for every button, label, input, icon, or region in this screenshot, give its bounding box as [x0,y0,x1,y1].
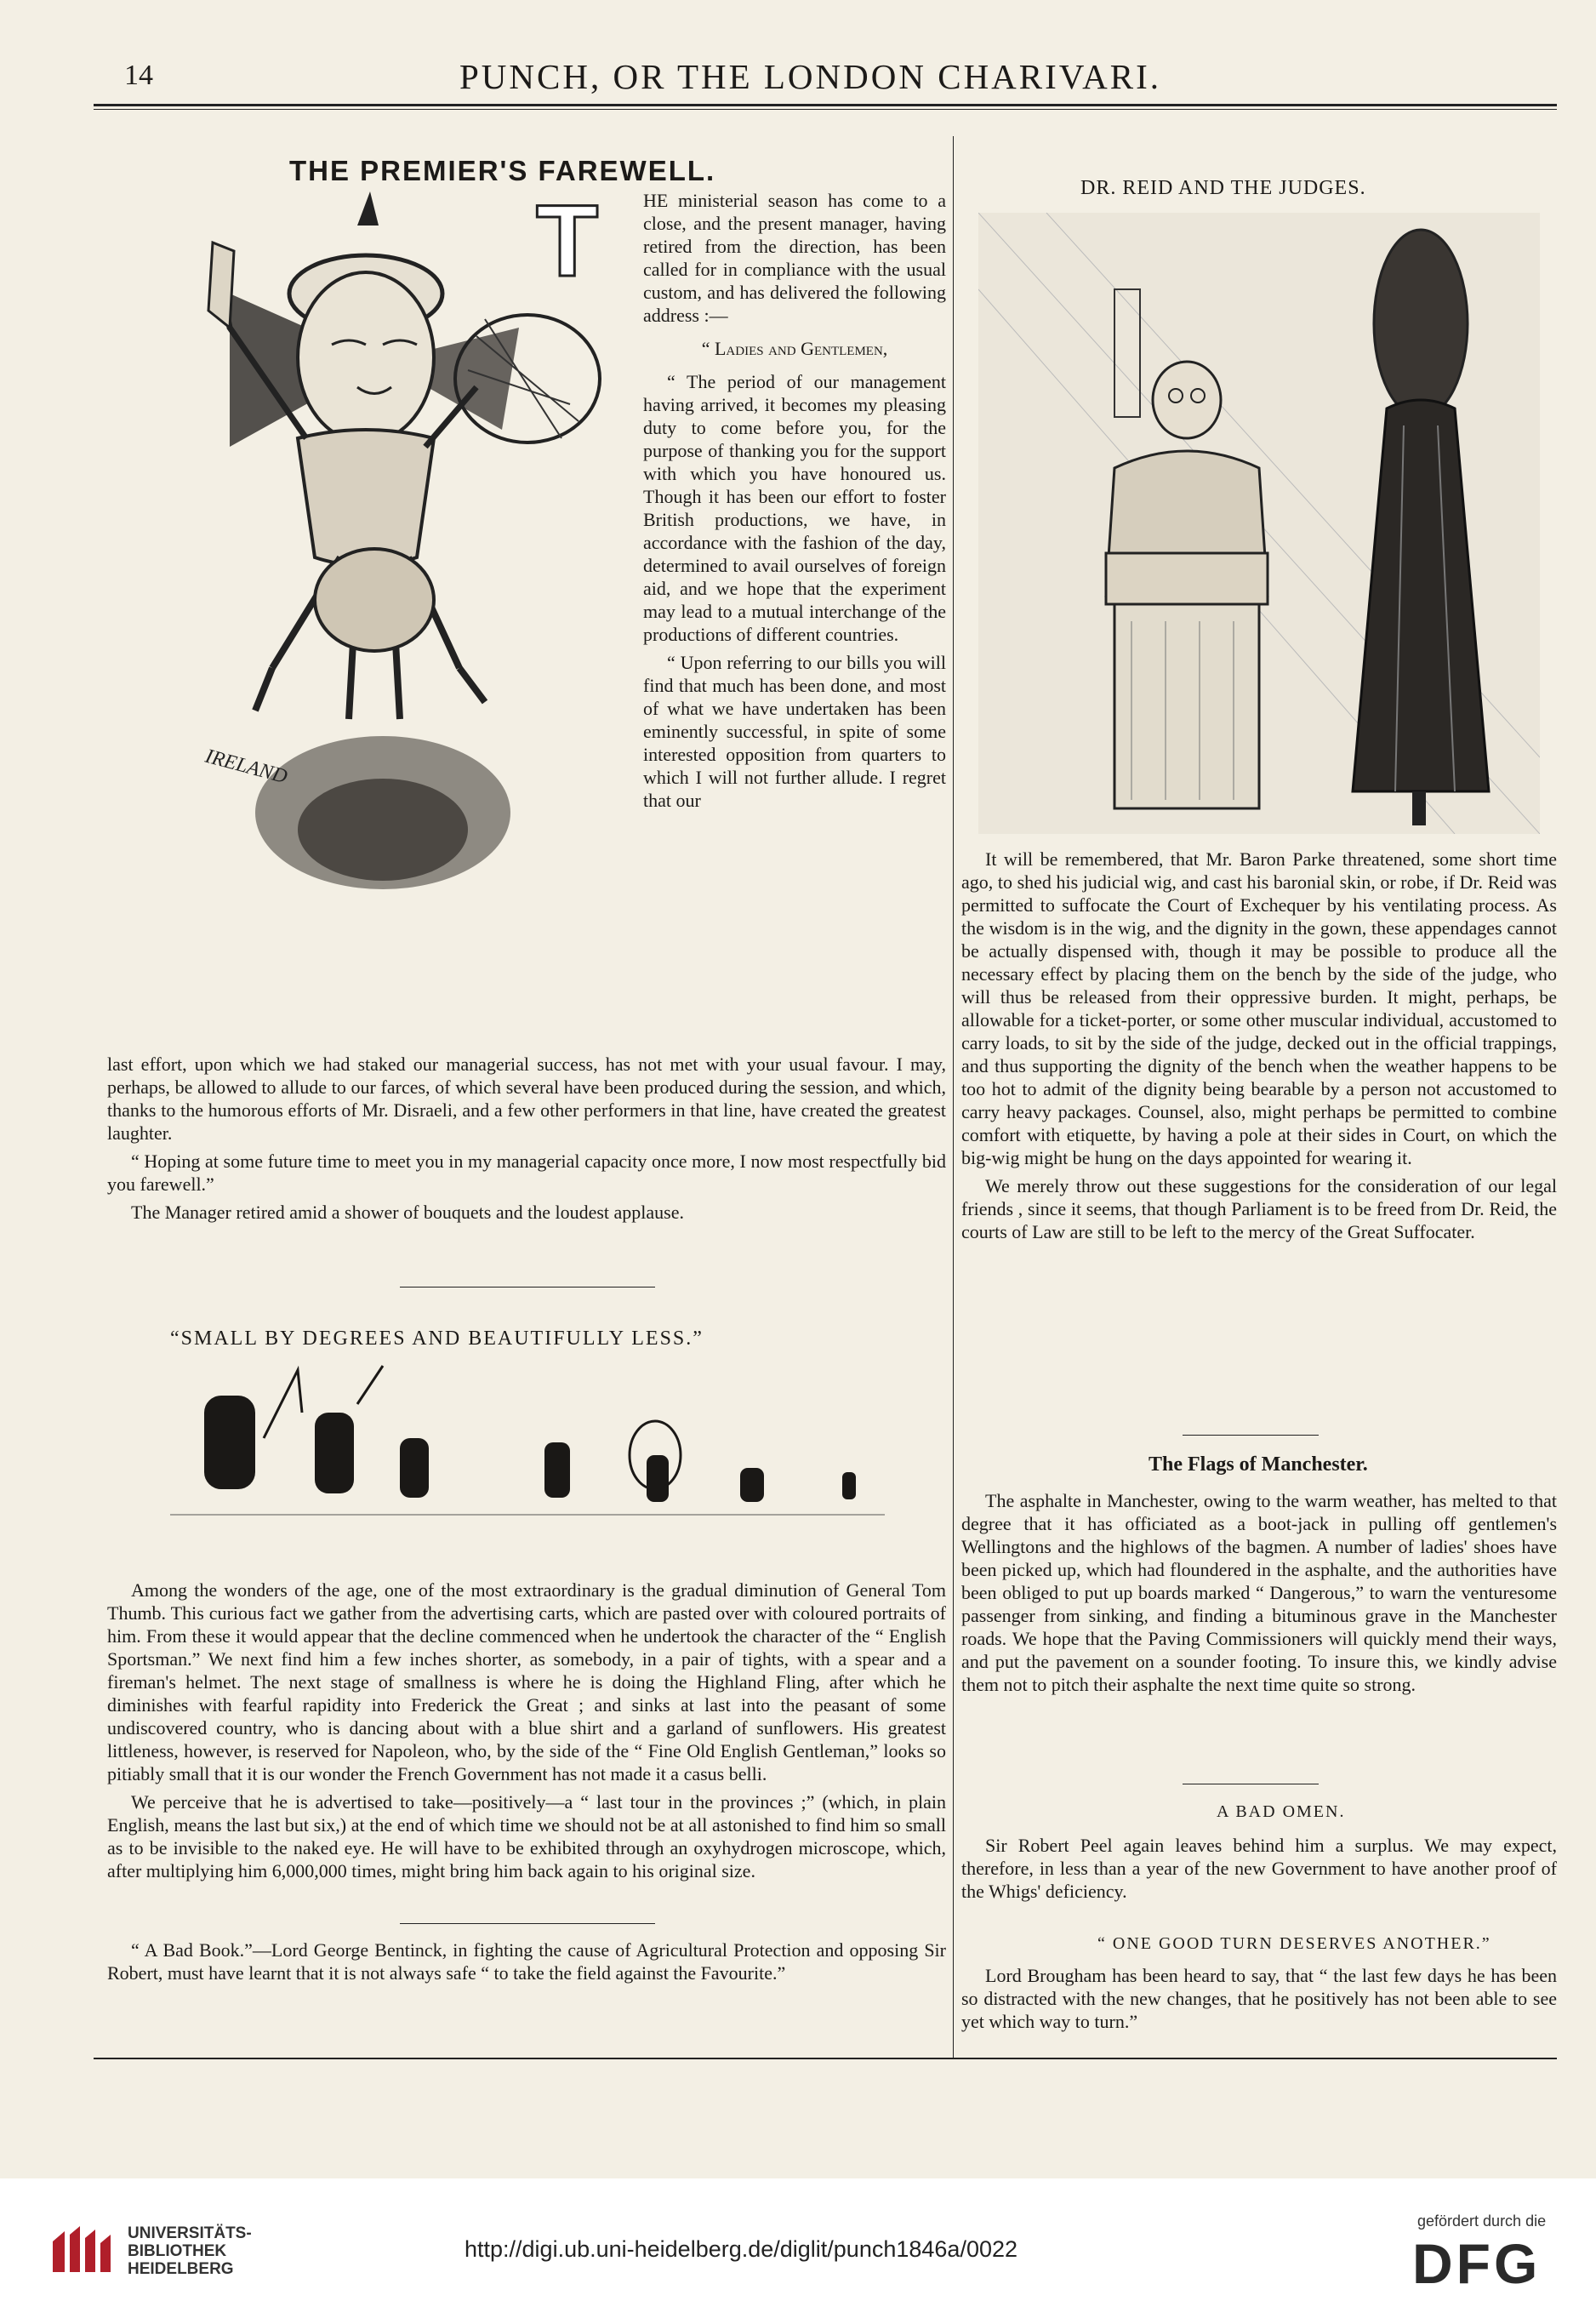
flags-para: The asphalte in Manchester, owing to the warm weather, has melted to that degree that it has officiated as a boot-jack in pulling off gentlemen's Wellingtons and the highlows of the bagmen. A number of ladies' shoes have been picked up, which had floundered in the asphalte, and the authorities have been obliged to put up boards marked “ Dangerous,” to warn the venturesome passenger from sinking, and finding a bituminous grave in the Manchester roads. We hope that the Paving Commissioners will quickly mend their ways, and put the pavement on a sounder footing. To insure this, we kindly advise them not to pitch their asphalte the next time quite so strong. [961,1490,1557,1695]
reid-heading: DR. REID AND THE JUDGES. [1080,177,1366,199]
premier-heading: THE PREMIER'S FAREWELL. [289,155,716,186]
section-rule [400,1287,655,1288]
source-url[interactable]: http://digi.ub.uni-heidelberg.de/diglit/punch1846a/0022 [465,2236,1018,2262]
dfg-logo: DFG [1412,2232,1542,2295]
good-turn-heading: “ ONE GOOD TURN DESERVES ANOTHER.” [1097,1934,1491,1953]
drop-cap: T [536,184,599,298]
degrees-heading: “SMALL BY DEGREES AND BEAUTIFULLY LESS.” [170,1328,704,1350]
section-rule [1183,1435,1319,1436]
good-turn-para: Lord Brougham has been heard to say, that “ the last few days he has been so distracted with the new changes, that he positively has not been able to see yet which way to turn.” [961,1965,1557,2032]
reid-text [961,848,1557,1248]
degrees-para-1: Among the wonders of the age, one of the most extraordinary is the gradual diminution of General Tom Thumb. This curious fact we gather from the advertising carts, which are pasted over with coloured portraits of him. From these it would appear that the decline commenced when he undertook the character of the “ English Sportsman.” We next find him a few inches shorter, as somebody, in a pair of tights, with a spear and a fireman's helmet. The next stage of smallness is where he is doing the Highland Fling, after which he diminishes with fearful rapidity into Frederick the Great ; and sinks at last into the peasant of some undiscovered country, who is dancing about with a blue shirt and a garland of sunflowers. His greatest littleness, however, is reserved for Napoleon, who, by the side of the “ Fine Old English Gentleman,” looks so pitiably small that it is our wonder the French Government has not made it a casus belli. [107,1579,946,1784]
flags-text [961,1489,1557,1701]
masthead-title: PUNCH, OR THE LONDON CHARIVARI. [459,57,1161,96]
premier-para-3: “ Hoping at some future time to meet you in my managerial capacity once more, I now most respectfully bid you farewell.” [107,1150,946,1195]
omen-text [961,1834,1557,1908]
cartoon-caption: IRELAND [202,745,290,789]
figure-7 [842,1472,856,1499]
omen-para: Sir Robert Peel again leaves behind him a surplus. We may expect, therefore, in less than a year of the new Government to have another proof of the Whigs' deficiency. [961,1835,1557,1902]
section-rule [400,1923,655,1924]
premier-full-width-text [107,1053,946,1229]
university-logo-icon [46,2223,114,2275]
uni-line-3: HEIDELBERG [128,2260,234,2278]
omen-heading: A BAD OMEN. [1217,1802,1346,1821]
sponsor-text: gefördert durch die [1417,2212,1547,2230]
reid-cartoon [978,213,1540,834]
footer [0,2178,1596,2301]
header-rule [94,104,1557,106]
figure-3 [400,1438,429,1498]
reid-para-2: We merely throw out these suggestions for the consideration of our legal friends , since it seems, that though Parliament is to be freed from Dr. Reid, the courts of Law are still to be left to the mercy of the Great Suffocater. [961,1175,1557,1242]
premier-cartoon [102,184,630,915]
uni-line-2: BIBLIOTHEK [128,2242,227,2260]
figure-4 [544,1442,570,1498]
figure-5 [647,1455,669,1502]
degrees-text [107,1579,946,1887]
good-turn-text [961,1964,1557,2038]
premier-para-1: “ The period of our management having arrived, it becomes my pleasing duty to come before you, for the purpose of thanking you for the support with which you have honoured us. Though it has been our effort to foster British productions, we have, in accordance with the fashion of the day, determined to avail ourselves of foreign aid, and we hope that the experiment may lead to a mutual interchange of the productions of different countries. [643,371,946,645]
premier-intro: HE ministerial season has come to a close, and the present manager, having retired from the direction, has been called for in compliance with the usual custom, and has delivered the following address :— [643,190,946,326]
tom-thumb-silhouettes [153,1362,902,1549]
premier-para-4: The Manager retired amid a shower of bouquets and the loudest applause. [131,1202,685,1223]
premier-para-2-cont: last effort, upon which we had staked our managerial success, has not met with your usual favour. I may, perhaps, be allowed to allude to our farces, of which several have been produced during the session, and which, thanks to the humorous efforts of Mr. Disraeli, and a few other performers in that line, have created the greatest laughter. [107,1053,946,1144]
reid-para-1: It will be remembered, that Mr. Baron Parke threatened, some short time ago, to shed his judicial wig, and cast his baronial skin, or robe, if Dr. Reid was permitted to suffocate the Court of Exchequer by his ventilating process. As the wisdom is in the wig, and the dignity in the gown, these appendages cannot be actually dispensed with, though it may be possible to produce all the necessary effect by placing them on the bench by the side of the judge, who will thus be released from their oppressive burden. It might, perhaps, be allowable for a ticket-porter, or some other muscular individual, accustomed to carry loads, to sit by the side of the judge, decked out in the official trappings, and thus supporting the dignity of the bench when the weather happens to be too hot to admit of the dignity being bearable by a person not accustomed to carry heavy packages. Counsel, also, might perhaps be permitted to combine comfort with etiquette, by having a pole at their sides in Court, on which the big-wig might be hung on the days appointed for wearing it. [961,848,1557,1168]
column-divider [953,136,954,2059]
page-number: 14 [124,60,153,91]
premier-para-2: “ Upon referring to our bills you will find that much has been done, and most of what we have undertaken has been eminently successful, in spite of some interested opposition from quarters to which I will not further allude. I regret that our [643,652,946,811]
figure-2 [315,1413,354,1493]
uni-line-1: UNIVERSITÄTS- [128,2224,252,2242]
figure-6 [740,1468,764,1502]
figure-1 [204,1396,255,1489]
premier-column-text [643,189,946,817]
bottom-rule [94,2058,1557,2059]
header-rule-thin [94,109,1557,110]
premier-salutation: “ Ladies and Gentlemen, [701,338,888,359]
degrees-para-2: We perceive that he is advertised to take—positively—a “ last tour in the provinces ;” (which, in plain English, means the last but six,) at the end of which time we should not be at all astonished to find him so small as to be invisible to the naked eye. He will have to be exhibited through an oxyhydrogen microscope, which, after multiplying him 6,000,000 times, might bring him back again to his original size. [107,1791,946,1881]
bad-book-text [107,1938,946,1990]
flags-heading: The Flags of Manchester. [1149,1453,1368,1476]
university-name [128,2224,252,2278]
bad-book-para: “ A Bad Book.”—Lord George Bentinck, in fighting the cause of Agricultural Protection and opposing Sir Robert, must have learnt that it is not always safe “ to take the field against the Favourite.” [107,1939,946,1984]
